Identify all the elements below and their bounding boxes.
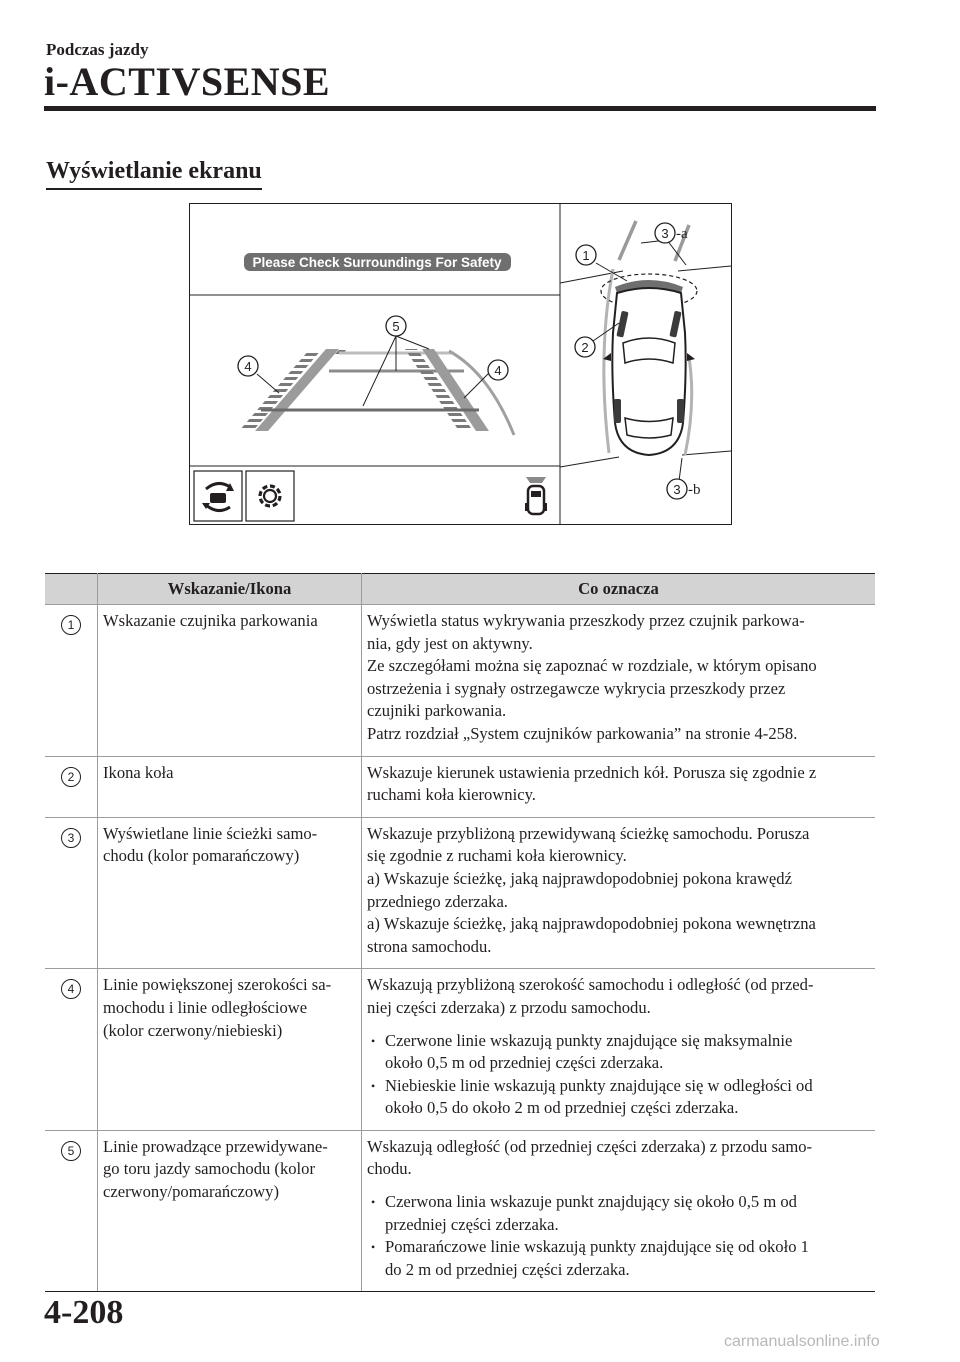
meaning-line: się zgodnie z ruchami koła kierownicy. [367, 846, 627, 866]
row-number-cell [45, 817, 98, 969]
header-title: i-ACTIVSENSE [44, 59, 331, 104]
indicator-label-line: go toru jazdy samochodu (kolor [103, 1159, 315, 1179]
meaning-bullet-list [367, 1030, 869, 1120]
top-view-car [601, 274, 697, 455]
meaning-bullet-line: • Czerwone linie wskazują punkty znajdujące się maksymalnie [385, 1030, 793, 1050]
svg-text:3: 3 [673, 482, 681, 497]
watermark: carmanualsonline.info [724, 1333, 880, 1350]
table-row [45, 1130, 875, 1292]
indicator-label-cell [98, 817, 362, 969]
row-number-badge: 4 [61, 979, 81, 999]
callout-4-right [488, 360, 508, 380]
meaning-line: Wskazują odległość (od przedniej części zderzaka) z przodu samo- [367, 1136, 813, 1156]
settings-button[interactable] [246, 471, 294, 521]
indicator-label-line: Wyświetlane linie ścieżki samo- [103, 823, 318, 843]
meaning-line: a) Wskazuje ścieżkę, jaką najprawdopodobniej pokona wewnętrzna [367, 914, 816, 934]
meaning-line: ostrzeżenia i sygnały ostrzegawcze wykrycia przeszkody przez [367, 678, 786, 698]
row-number-badge: 3 [61, 828, 81, 848]
col-header-indicator: Wskazanie/Ikona [98, 574, 362, 605]
table-header-row [45, 574, 875, 605]
svg-text:2: 2 [581, 340, 589, 355]
header-section-label: Podczas jazdy [46, 40, 149, 59]
indicator-label-cell [98, 605, 362, 757]
callout-4-left [238, 356, 258, 376]
meaning-line: strona samochodu. [367, 936, 492, 956]
meaning-line: przedniego zderzaka. [367, 891, 508, 911]
svg-text:4: 4 [494, 363, 502, 378]
table-row [45, 756, 875, 817]
indicator-label-line: Ikona koła [103, 762, 174, 782]
col-header-meaning: Co oznacza [362, 574, 876, 605]
row-number-cell [45, 1130, 98, 1292]
table-row [45, 969, 875, 1131]
legend-table [45, 573, 875, 1292]
meaning-line: Wskazuje kierunek ustawienia przednich kół. Porusza się zgodnie z [367, 762, 817, 782]
safety-banner [244, 253, 511, 271]
svg-text:4: 4 [244, 359, 252, 374]
meaning-bullet-line: około 0,5 do około 2 m od przedniej części zderzaka. [385, 1098, 739, 1118]
svg-text:5: 5 [392, 319, 400, 334]
meaning-line: niej części zderzaka) z przodu samochodu. [367, 997, 651, 1017]
row-number-cell [45, 605, 98, 757]
callout-5 [386, 316, 406, 336]
meaning-line: Patrz rozdział „System czujników parkowania” na stronie 4-258. [367, 723, 798, 743]
col-header-num [45, 574, 98, 605]
indicator-label-cell [98, 969, 362, 1131]
indicator-label-line: Wskazanie czujnika parkowania [103, 611, 318, 630]
callout-3b [667, 479, 701, 499]
svg-text:1: 1 [582, 248, 590, 263]
indicator-label-line: (kolor czerwony/niebieski) [103, 1020, 283, 1040]
meaning-bullet [367, 1236, 869, 1281]
header-rule [44, 106, 876, 111]
section-heading: Wyświetlanie ekranu [46, 158, 262, 190]
callout-1 [576, 245, 596, 265]
meaning-line: Wskazuje przybliżoną przewidywaną ścieżkę samochodu. Porusza [367, 823, 810, 843]
meaning-line: nia, gdy jest on aktywny. [367, 633, 533, 653]
page-number: 4-208 [44, 1294, 124, 1331]
svg-text:-a: -a [676, 226, 688, 242]
indicator-label-line: chodu (kolor pomarańczowy) [103, 846, 300, 866]
meaning-bullet [367, 1191, 869, 1236]
meaning-line: Ze szczegółami można się zapoznać w rozdziale, w którym opisano [367, 656, 817, 676]
meaning-bullet [367, 1075, 869, 1120]
meaning-bullet-line: • Niebieskie linie wskazują punkty znajdujące się w odległości od [385, 1075, 813, 1095]
callout-3a [655, 223, 688, 243]
meaning-cell [362, 1130, 876, 1292]
meaning-line: Wskazują przybliżoną szerokość samochodu i odległość (od przed- [367, 975, 814, 995]
view-switch-button[interactable] [194, 471, 242, 521]
indicator-label-line: czerwony/pomarańczowy) [103, 1182, 279, 1202]
meaning-bullet [367, 1030, 869, 1075]
table-row [45, 605, 875, 757]
row-number-cell [45, 969, 98, 1131]
meaning-bullet-line: przedniej części zderzaka. [385, 1214, 559, 1234]
meaning-line: a) Wskazuje ścieżkę, jaką najprawdopodobniej pokona krawędź [367, 868, 792, 888]
meaning-bullet-line: • Czerwona linia wskazuje punkt znajdujący się około 0,5 m od [385, 1192, 797, 1212]
indicator-label-cell [98, 756, 362, 817]
meaning-bullet-line: do 2 m od przedniej części zderzaka. [385, 1259, 630, 1279]
svg-text:3: 3 [661, 226, 669, 241]
meaning-bullet-line: • Pomarańczowe linie wskazują punkty znajdujące się od około 1 [385, 1237, 809, 1257]
indicator-label-line: mochodu i linie odległościowe [103, 997, 308, 1017]
row-number-badge: 2 [61, 767, 81, 787]
row-number-badge: 1 [61, 615, 81, 635]
screen-display-figure [189, 203, 732, 525]
callout-2 [575, 337, 595, 357]
meaning-cell [362, 817, 876, 969]
meaning-cell [362, 756, 876, 817]
meaning-line: chodu. [367, 1159, 412, 1179]
meaning-bullet-line: około 0,5 m od przedniej części zderzaka. [385, 1053, 664, 1073]
safety-banner-text: Please Check Surroundings For Safety [252, 255, 502, 270]
meaning-line: Wyświetla status wykrywania przeszkody przez czujnik parkowa- [367, 611, 805, 630]
svg-text:-b: -b [688, 482, 701, 498]
indicator-label-cell [98, 1130, 362, 1292]
row-number-cell [45, 756, 98, 817]
meaning-line: ruchami koła kierownicy. [367, 785, 536, 805]
meaning-bullet-list [367, 1191, 869, 1281]
meaning-line: czujniki parkowania. [367, 701, 507, 721]
meaning-cell [362, 969, 876, 1131]
table-row [45, 817, 875, 969]
meaning-cell [362, 605, 876, 757]
indicator-label-line: Linie powiększonej szerokości sa- [103, 975, 332, 995]
indicator-label-line: Linie prowadzące przewidywane- [103, 1136, 328, 1156]
row-number-badge: 5 [61, 1141, 81, 1161]
